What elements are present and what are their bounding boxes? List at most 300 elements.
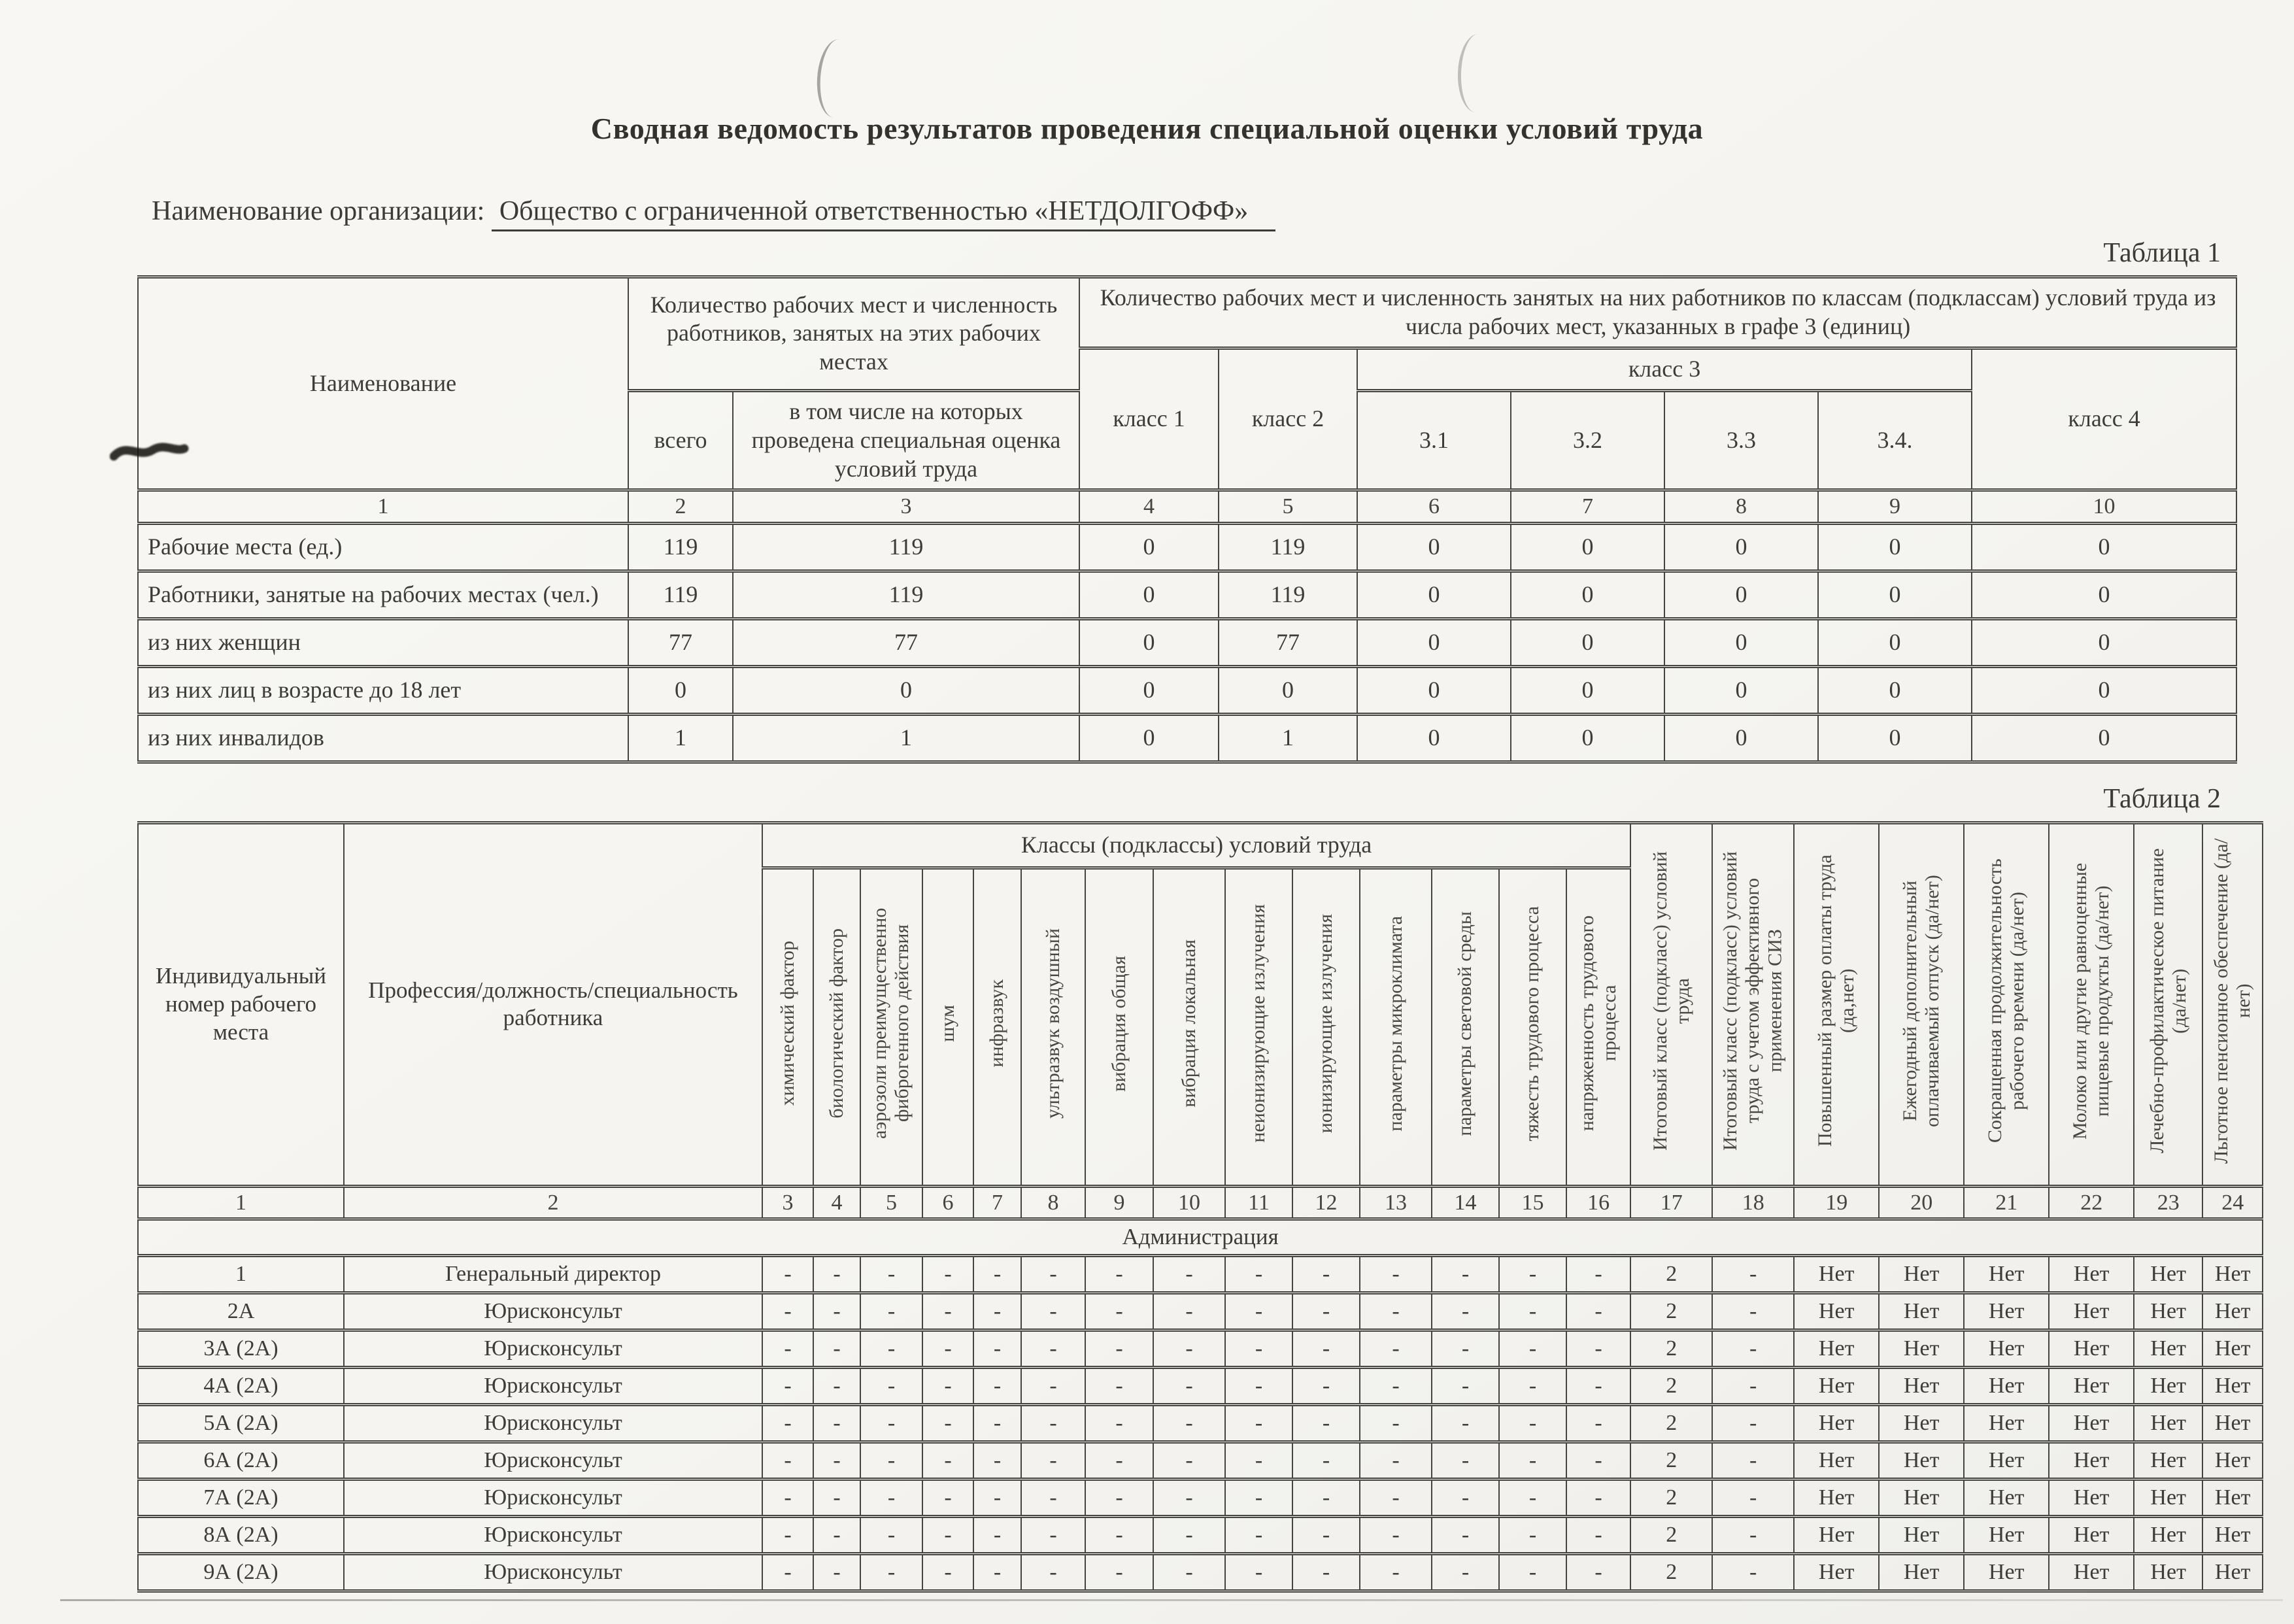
table2-row (138, 1405, 2263, 1442)
benefit-value: Нет (2134, 1405, 2202, 1442)
table1-value: 0 (1664, 571, 1818, 618)
table1-value: 0 (1972, 618, 2236, 666)
table2-factor-column-header: вибрация общая (1085, 868, 1153, 1186)
table1-subclass-3-1-header: 3.1 (1357, 390, 1511, 490)
table1-value: 0 (1357, 571, 1511, 618)
table1-value: 0 (1357, 618, 1511, 666)
factor-class-value: - (973, 1554, 1021, 1591)
factor-class-value: - (1360, 1330, 1432, 1368)
section-row (138, 1219, 2263, 1256)
column-number: 20 (1879, 1186, 1964, 1219)
table2-row (138, 1517, 2263, 1554)
table1-value: 0 (1664, 714, 1818, 762)
factor-class-value: - (1499, 1368, 1566, 1405)
table2-result-column-header: Молоко или другие равноценные пищевые продукты (да/нет) (2049, 822, 2134, 1186)
profession: Юрисконсульт (344, 1554, 762, 1591)
factor-class-value: - (1566, 1517, 1630, 1554)
factor-class-value: - (973, 1293, 1021, 1330)
factor-class-value: - (1360, 1405, 1432, 1442)
factor-class-value: - (1225, 1256, 1292, 1293)
table2-row (138, 1293, 2263, 1330)
factor-class-value: - (813, 1405, 860, 1442)
table1-value: 119 (733, 523, 1079, 571)
table1-name-header: Наименование (138, 277, 628, 490)
benefit-value: Нет (1964, 1293, 2049, 1330)
factor-class-value: - (1085, 1517, 1153, 1554)
profession: Юрисконсульт (344, 1368, 762, 1405)
factor-class-value: - (762, 1554, 813, 1591)
benefit-value: Нет (1879, 1480, 1964, 1517)
factor-class-value: - (973, 1480, 1021, 1517)
benefit-value: Нет (2134, 1554, 2202, 1591)
table1-row (138, 714, 2236, 762)
benefit-value: Нет (1964, 1442, 2049, 1480)
summary-table-1 (137, 275, 2237, 764)
table1-group-right-header: Количество рабочих мест и численность занятых на них работников по классам (подклассам) условий труда из числа рабочих мест, указанных в графе 3 (единиц) (1079, 277, 2236, 348)
factor-class-value: - (1292, 1554, 1360, 1591)
factor-class-value: - (762, 1517, 813, 1554)
table1-value: 0 (1972, 571, 2236, 618)
table1-value: 0 (1511, 714, 1664, 762)
table1-value: 0 (1818, 571, 1972, 618)
table1-class2-header: класс 2 (1219, 348, 1357, 490)
factor-class-value: - (1360, 1368, 1432, 1405)
table1-value: 0 (1664, 666, 1818, 714)
organization-label: Наименование организации: (152, 196, 485, 226)
benefit-value: Нет (1794, 1368, 1879, 1405)
benefit-value: Нет (1879, 1554, 1964, 1591)
final-class-siz-value: - (1712, 1442, 1794, 1480)
table2-result-column-header: Повышенный размер оплаты труда (да,нет) (1794, 822, 1879, 1186)
factor-class-value: - (1499, 1517, 1566, 1554)
table1-value: 1 (733, 714, 1079, 762)
column-number: 23 (2134, 1186, 2202, 1219)
factor-class-value: - (1432, 1330, 1499, 1368)
factor-class-value: - (1432, 1256, 1499, 1293)
factor-class-value: - (860, 1480, 922, 1517)
benefit-value: Нет (1794, 1554, 1879, 1591)
final-class-value: 2 (1630, 1442, 1712, 1480)
factor-class-value: - (922, 1368, 973, 1405)
table2-factor-column-header: параметры микроклимата (1360, 868, 1432, 1186)
benefit-value: Нет (2049, 1256, 2134, 1293)
factor-class-value: - (860, 1517, 922, 1554)
workplace-number: 3А (2А) (138, 1330, 344, 1368)
table1-value: 0 (1079, 618, 1219, 666)
table1-value: 0 (1079, 571, 1219, 618)
final-class-value: 2 (1630, 1330, 1712, 1368)
final-class-siz-value: - (1712, 1405, 1794, 1442)
table1-value: 119 (628, 571, 733, 618)
factor-class-value: - (813, 1293, 860, 1330)
column-number: 1 (138, 490, 628, 523)
benefit-value: Нет (1794, 1330, 1879, 1368)
table2-row (138, 1256, 2263, 1293)
factor-class-value: - (813, 1554, 860, 1591)
column-number: 14 (1432, 1186, 1499, 1219)
column-number: 21 (1964, 1186, 2049, 1219)
factor-class-value: - (1566, 1256, 1630, 1293)
factor-class-value: - (762, 1256, 813, 1293)
factor-class-value: - (973, 1517, 1021, 1554)
factor-class-value: - (1021, 1256, 1085, 1293)
final-class-siz-value: - (1712, 1293, 1794, 1330)
table1-row (138, 523, 2236, 571)
workplace-number: 5А (2А) (138, 1405, 344, 1442)
factor-class-value: - (922, 1480, 973, 1517)
factor-class-value: - (1360, 1256, 1432, 1293)
column-number: 16 (1566, 1186, 1630, 1219)
factor-class-value: - (1225, 1442, 1292, 1480)
benefit-value: Нет (1794, 1293, 1879, 1330)
factor-class-value: - (1292, 1368, 1360, 1405)
benefit-value: Нет (1879, 1368, 1964, 1405)
table1-class4-header: класс 4 (1972, 348, 2236, 490)
column-number: 7 (1511, 490, 1664, 523)
table1-row-label: Работники, занятые на рабочих местах (чел.) (138, 571, 628, 618)
benefit-value: Нет (1964, 1256, 2049, 1293)
column-number: 24 (2202, 1186, 2263, 1219)
summary-table-2 (137, 821, 2263, 1593)
table1-row (138, 618, 2236, 666)
benefit-value: Нет (1879, 1293, 1964, 1330)
factor-class-value: - (762, 1330, 813, 1368)
factor-class-value: - (1360, 1554, 1432, 1591)
factor-class-value: - (1153, 1256, 1225, 1293)
factor-class-value: - (813, 1256, 860, 1293)
benefit-value: Нет (2134, 1256, 2202, 1293)
factor-class-value: - (1292, 1442, 1360, 1480)
final-class-siz-value: - (1712, 1330, 1794, 1368)
factor-class-value: - (860, 1405, 922, 1442)
organization-line (152, 195, 2294, 227)
factor-class-value: - (813, 1480, 860, 1517)
table1-value: 0 (1079, 666, 1219, 714)
table1-row-label: Рабочие места (ед.) (138, 523, 628, 571)
factor-class-value: - (973, 1256, 1021, 1293)
benefit-value: Нет (2049, 1480, 2134, 1517)
factor-class-value: - (1566, 1368, 1630, 1405)
workplace-number: 6А (2А) (138, 1442, 344, 1480)
factor-class-value: - (813, 1442, 860, 1480)
benefit-value: Нет (2202, 1330, 2263, 1368)
table2-result-column-header: Сокращенная продолжительность рабочего времени (да/нет) (1964, 822, 2049, 1186)
table2-factor-column-header: тяжесть трудового процесса (1499, 868, 1566, 1186)
benefit-value: Нет (2202, 1293, 2263, 1330)
table1-class1-header: класс 1 (1079, 348, 1219, 490)
table2-result-column-header: Итоговый класс (подкласс) условий труда с учетом эффективного применения СИЗ (1712, 822, 1794, 1186)
column-number: 19 (1794, 1186, 1879, 1219)
final-class-siz-value: - (1712, 1517, 1794, 1554)
benefit-value: Нет (1964, 1405, 2049, 1442)
table2-factor-column-header: шум (922, 868, 973, 1186)
table2-classes-banner: Классы (подклассы) условий труда (762, 822, 1630, 868)
factor-class-value: - (1085, 1554, 1153, 1591)
table2-result-column-header: Ежегодный дополнительный оплачиваемый отпуск (да/нет) (1879, 822, 1964, 1186)
scan-page-edge (60, 1599, 2283, 1601)
column-number: 7 (973, 1186, 1021, 1219)
benefit-value: Нет (1964, 1517, 2049, 1554)
table2-caption: Таблица 2 (2103, 783, 2221, 814)
factor-class-value: - (922, 1330, 973, 1368)
table1-subclass-3-2-header: 3.2 (1511, 390, 1664, 490)
factor-class-value: - (1021, 1517, 1085, 1554)
table2-factor-column-header: аэрозоли преимущественно фиброгенного действия (860, 868, 922, 1186)
benefit-value: Нет (2202, 1405, 2263, 1442)
benefit-value: Нет (1964, 1368, 2049, 1405)
benefit-value: Нет (2202, 1442, 2263, 1480)
factor-class-value: - (860, 1293, 922, 1330)
factor-class-value: - (1153, 1442, 1225, 1480)
table2-result-column-header: Итоговый класс (подкласс) условий труда (1630, 822, 1712, 1186)
benefit-value: Нет (2202, 1554, 2263, 1591)
table1-value: 1 (628, 714, 733, 762)
factor-class-value: - (1292, 1293, 1360, 1330)
factor-class-value: - (762, 1442, 813, 1480)
table2-factor-column-header: ионизирующие излучения (1292, 868, 1360, 1186)
column-number: 8 (1021, 1186, 1085, 1219)
ink-smudge (110, 433, 190, 468)
benefit-value: Нет (1794, 1405, 1879, 1442)
final-class-value: 2 (1630, 1554, 1712, 1591)
table1-row (138, 571, 2236, 618)
factor-class-value: - (1021, 1442, 1085, 1480)
factor-class-value: - (1153, 1368, 1225, 1405)
benefit-value: Нет (2134, 1517, 2202, 1554)
benefit-value: Нет (2202, 1480, 2263, 1517)
column-number: 9 (1818, 490, 1972, 523)
factor-class-value: - (1021, 1293, 1085, 1330)
factor-class-value: - (762, 1480, 813, 1517)
factor-class-value: - (922, 1293, 973, 1330)
benefit-value: Нет (1879, 1330, 1964, 1368)
table2-row (138, 1442, 2263, 1480)
column-number: 17 (1630, 1186, 1712, 1219)
column-number: 22 (2049, 1186, 2134, 1219)
factor-class-value: - (1499, 1405, 1566, 1442)
factor-class-value: - (1360, 1517, 1432, 1554)
table1-value: 0 (1511, 618, 1664, 666)
factor-class-value: - (813, 1330, 860, 1368)
final-class-value: 2 (1630, 1256, 1712, 1293)
column-number: 2 (344, 1186, 762, 1219)
factor-class-value: - (922, 1517, 973, 1554)
table1-value: 77 (1219, 618, 1357, 666)
factor-class-value: - (1499, 1442, 1566, 1480)
factor-class-value: - (1432, 1554, 1499, 1591)
table2-column-numbers-row (138, 1186, 2263, 1219)
final-class-value: 2 (1630, 1405, 1712, 1442)
factor-class-value: - (813, 1368, 860, 1405)
factor-class-value: - (973, 1330, 1021, 1368)
benefit-value: Нет (1879, 1256, 1964, 1293)
profession: Юрисконсульт (344, 1517, 762, 1554)
benefit-value: Нет (1964, 1554, 2049, 1591)
benefit-value: Нет (2202, 1368, 2263, 1405)
benefit-value: Нет (2134, 1480, 2202, 1517)
factor-class-value: - (1225, 1480, 1292, 1517)
table1-row-label: из них женщин (138, 618, 628, 666)
column-number: 12 (1292, 1186, 1360, 1219)
benefit-value: Нет (1964, 1330, 2049, 1368)
table1-value: 0 (1357, 666, 1511, 714)
factor-class-value: - (813, 1517, 860, 1554)
profession: Генеральный директор (344, 1256, 762, 1293)
table1-value: 1 (1219, 714, 1357, 762)
column-number: 8 (1664, 490, 1818, 523)
factor-class-value: - (1085, 1330, 1153, 1368)
benefit-value: Нет (2049, 1442, 2134, 1480)
workplace-number: 8А (2А) (138, 1517, 344, 1554)
benefit-value: Нет (1879, 1405, 1964, 1442)
profession: Юрисконсульт (344, 1293, 762, 1330)
table1-value: 0 (1357, 523, 1511, 571)
table1-value: 0 (1972, 666, 2236, 714)
table2-result-column-header: Лечебно-профилактическое питание (да/нет) (2134, 822, 2202, 1186)
factor-class-value: - (1292, 1517, 1360, 1554)
factor-class-value: - (1153, 1480, 1225, 1517)
table1-total-header: всего (628, 390, 733, 490)
table1-value: 0 (733, 666, 1079, 714)
table1-value: 0 (1818, 666, 1972, 714)
benefit-value: Нет (1794, 1442, 1879, 1480)
table2-profession-header: Профессия/должность/специальность работника (344, 822, 762, 1186)
column-number: 3 (762, 1186, 813, 1219)
factor-class-value: - (1360, 1480, 1432, 1517)
table1-value: 0 (1818, 618, 1972, 666)
column-number: 5 (860, 1186, 922, 1219)
column-number: 4 (813, 1186, 860, 1219)
table1-column-numbers-row (138, 490, 2236, 523)
factor-class-value: - (860, 1330, 922, 1368)
factor-class-value: - (1292, 1480, 1360, 1517)
benefit-value: Нет (2049, 1405, 2134, 1442)
factor-class-value: - (973, 1442, 1021, 1480)
column-number: 4 (1079, 490, 1219, 523)
table1-value: 0 (1079, 523, 1219, 571)
table2-factor-column-header: ультразвук воздушный (1021, 868, 1085, 1186)
table1-value: 0 (1219, 666, 1357, 714)
table1-group-left-header: Количество рабочих мест и численность работников, занятых на этих рабочих местах (628, 277, 1079, 391)
factor-class-value: - (1225, 1368, 1292, 1405)
factor-class-value: - (1566, 1442, 1630, 1480)
final-class-siz-value: - (1712, 1480, 1794, 1517)
table2-workplace-number-header: Индивидуальный номер рабочего места (138, 822, 344, 1186)
workplace-number: 2А (138, 1293, 344, 1330)
factor-class-value: - (1499, 1330, 1566, 1368)
benefit-value: Нет (1879, 1442, 1964, 1480)
table1-value: 0 (1664, 523, 1818, 571)
column-number: 1 (138, 1186, 344, 1219)
table2-factor-column-header: неионизирующие излучения (1225, 868, 1292, 1186)
factor-class-value: - (1432, 1480, 1499, 1517)
factor-class-value: - (1021, 1405, 1085, 1442)
factor-class-value: - (1432, 1293, 1499, 1330)
factor-class-value: - (1085, 1293, 1153, 1330)
factor-class-value: - (1432, 1405, 1499, 1442)
benefit-value: Нет (2049, 1330, 2134, 1368)
profession: Юрисконсульт (344, 1330, 762, 1368)
table1-value: 77 (733, 618, 1079, 666)
factor-class-value: - (1153, 1405, 1225, 1442)
column-number: 6 (922, 1186, 973, 1219)
final-class-siz-value: - (1712, 1256, 1794, 1293)
benefit-value: Нет (1964, 1480, 2049, 1517)
table1-value: 0 (1972, 714, 2236, 762)
factor-class-value: - (1225, 1554, 1292, 1591)
factor-class-value: - (1085, 1256, 1153, 1293)
factor-class-value: - (860, 1554, 922, 1591)
factor-class-value: - (1225, 1405, 1292, 1442)
table2-header-row-1 (138, 822, 2263, 868)
table1-row (138, 666, 2236, 714)
table1-value: 0 (1511, 571, 1664, 618)
factor-class-value: - (1153, 1330, 1225, 1368)
column-number: 15 (1499, 1186, 1566, 1219)
column-number: 11 (1225, 1186, 1292, 1219)
final-class-value: 2 (1630, 1480, 1712, 1517)
factor-class-value: - (922, 1442, 973, 1480)
factor-class-value: - (1499, 1554, 1566, 1591)
factor-class-value: - (1225, 1293, 1292, 1330)
table1-value: 0 (1818, 523, 1972, 571)
benefit-value: Нет (1794, 1517, 1879, 1554)
section-label: Администрация (138, 1219, 2263, 1256)
column-number: 3 (733, 490, 1079, 523)
final-class-value: 2 (1630, 1517, 1712, 1554)
column-number: 18 (1712, 1186, 1794, 1219)
factor-class-value: - (1153, 1293, 1225, 1330)
factor-class-value: - (973, 1368, 1021, 1405)
factor-class-value: - (1360, 1442, 1432, 1480)
table2-factor-column-header: напряженность трудового процесса (1566, 868, 1630, 1186)
table1-value: 77 (628, 618, 733, 666)
factor-class-value: - (1021, 1330, 1085, 1368)
table1-caption: Таблица 1 (2103, 238, 2221, 268)
factor-class-value: - (1021, 1554, 1085, 1591)
table1-row-label: из них инвалидов (138, 714, 628, 762)
factor-class-value: - (1153, 1554, 1225, 1591)
benefit-value: Нет (2049, 1517, 2134, 1554)
factor-class-value: - (922, 1554, 973, 1591)
benefit-value: Нет (2134, 1442, 2202, 1480)
benefit-value: Нет (2134, 1368, 2202, 1405)
table1-value: 0 (1511, 523, 1664, 571)
factor-class-value: - (1499, 1293, 1566, 1330)
benefit-value: Нет (1794, 1480, 1879, 1517)
organization-name: Общество с ограниченной ответственностью «НЕТДОЛГОФФ» (492, 196, 1275, 231)
factor-class-value: - (1432, 1517, 1499, 1554)
factor-class-value: - (1085, 1405, 1153, 1442)
column-number: 10 (1153, 1186, 1225, 1219)
factor-class-value: - (1499, 1480, 1566, 1517)
column-number: 13 (1360, 1186, 1432, 1219)
factor-class-value: - (1566, 1293, 1630, 1330)
factor-class-value: - (1292, 1330, 1360, 1368)
factor-class-value: - (1021, 1480, 1085, 1517)
workplace-number: 1 (138, 1256, 344, 1293)
table2-factor-column-header: химический фактор (762, 868, 813, 1186)
table2-factor-column-header: инфразвук (973, 868, 1021, 1186)
factor-class-value: - (1566, 1480, 1630, 1517)
factor-class-value: - (762, 1293, 813, 1330)
factor-class-value: - (1432, 1368, 1499, 1405)
workplace-number: 7А (2А) (138, 1480, 344, 1517)
factor-class-value: - (973, 1405, 1021, 1442)
factor-class-value: - (922, 1405, 973, 1442)
table2-row (138, 1554, 2263, 1591)
table1-header-row-1 (138, 277, 2236, 348)
